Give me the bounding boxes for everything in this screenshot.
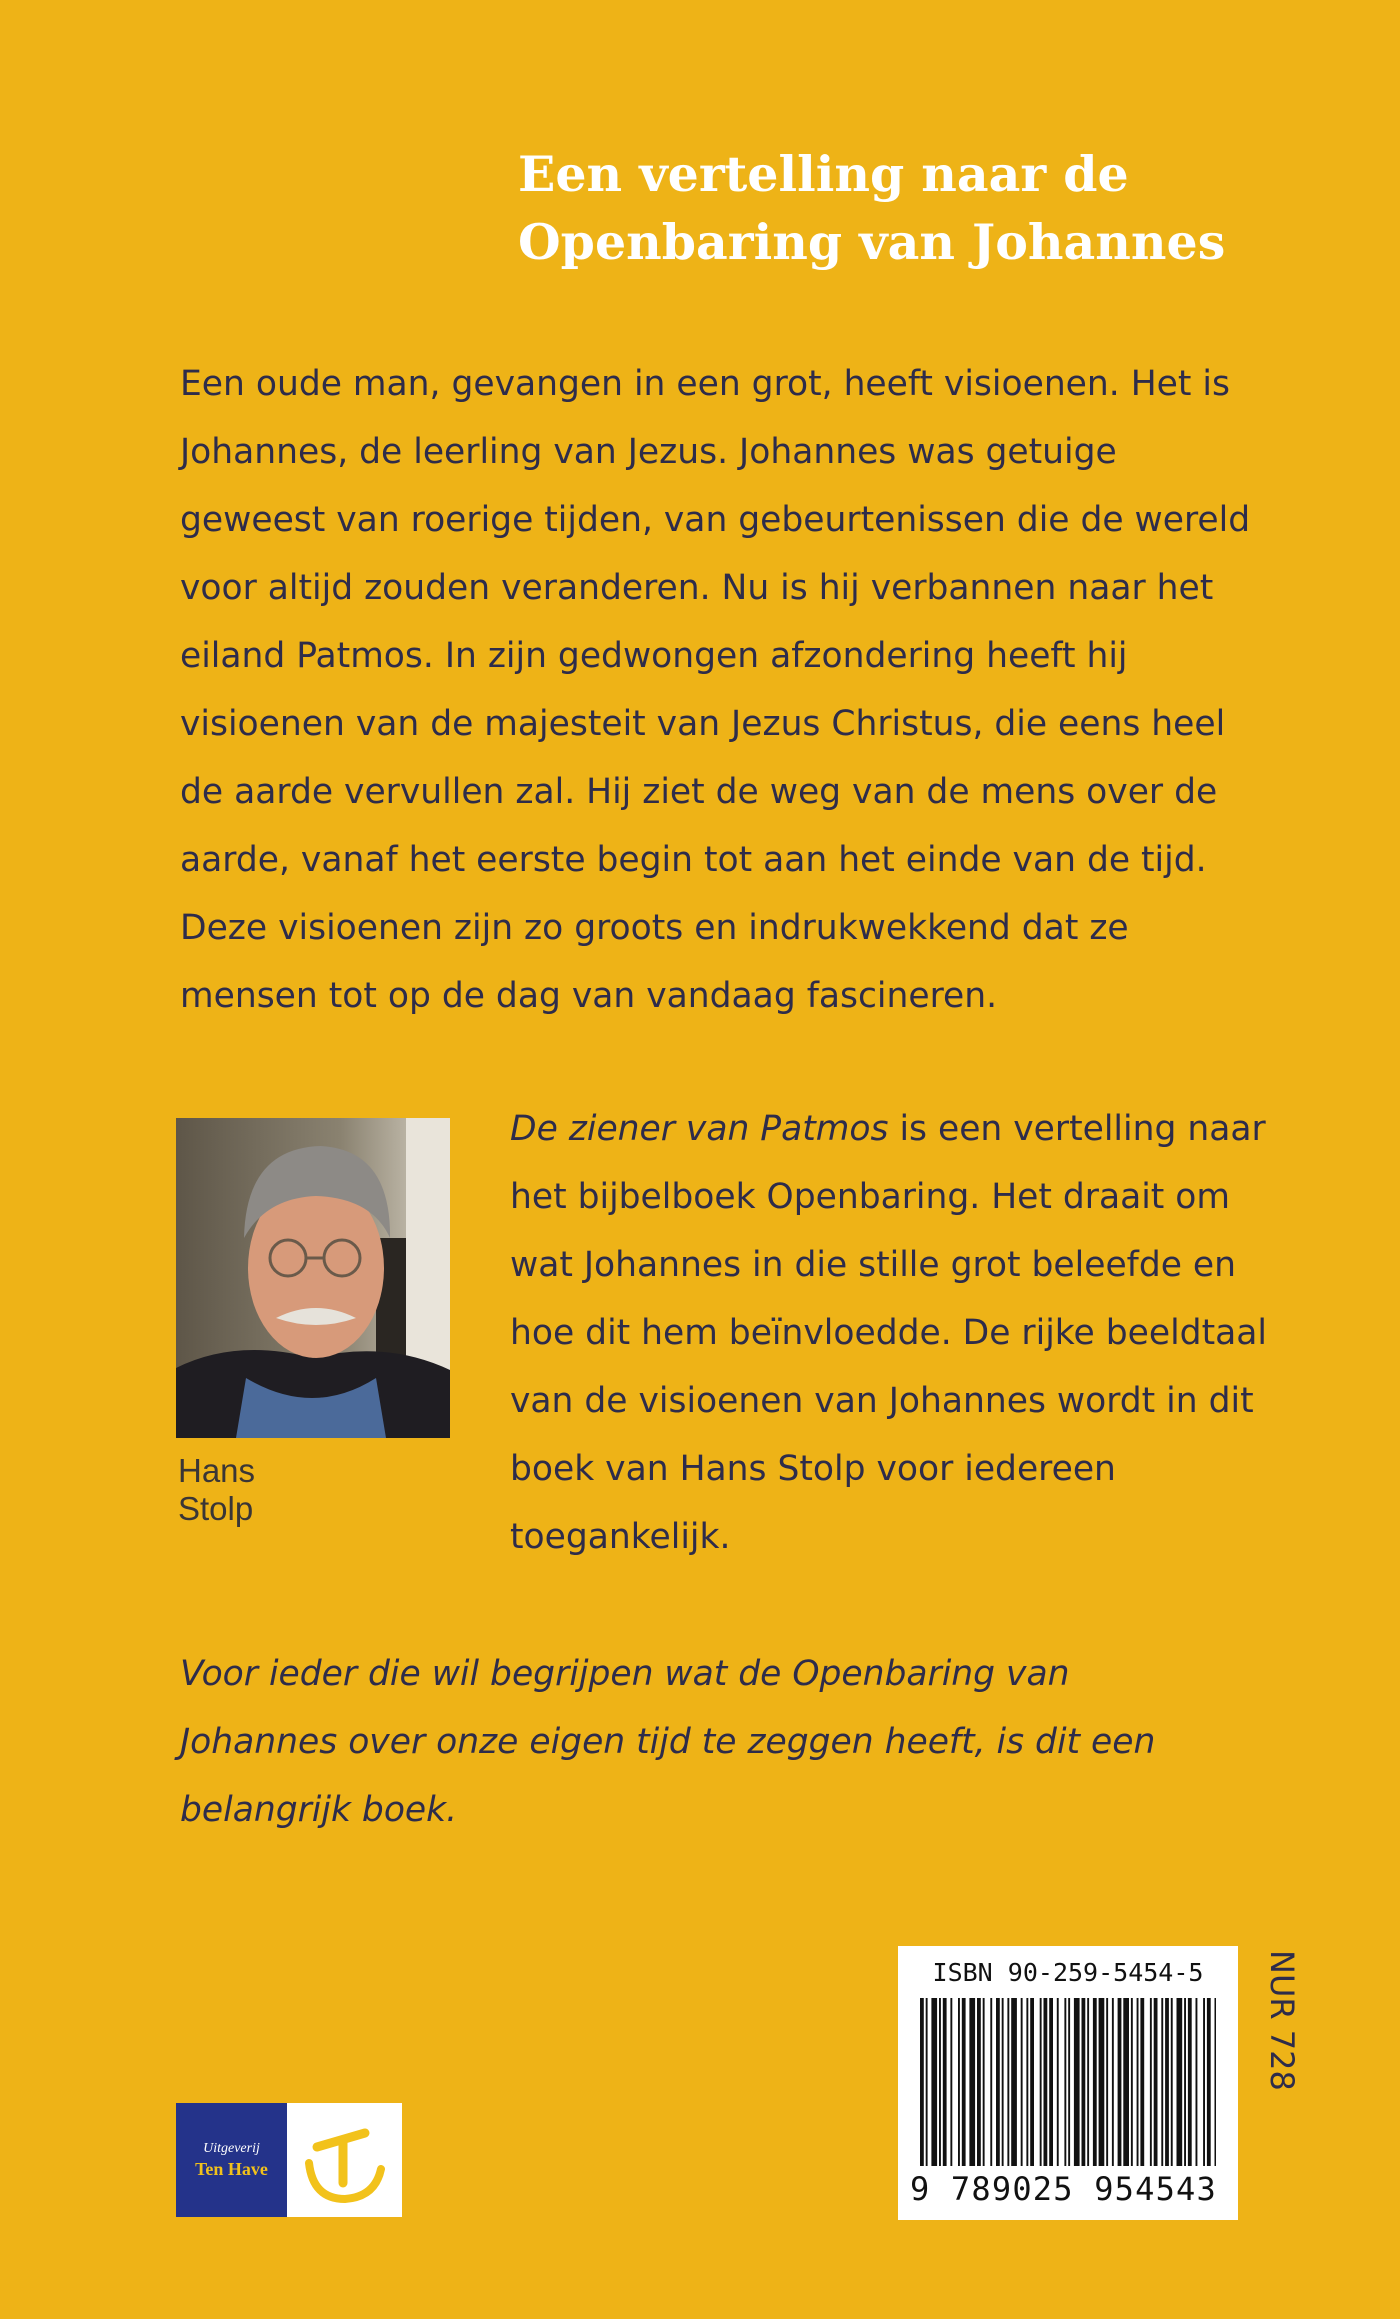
cover-title	[518, 140, 1338, 276]
book-title: De ziener van Patmos	[510, 1109, 889, 1149]
publisher-name: Ten Have	[195, 2159, 268, 2179]
nur-code	[1255, 1950, 1305, 2110]
title-line-1: Een vertelling naar de	[518, 145, 1129, 203]
closing-paragraph: Voor ieder die wil begrijpen wat de Openbaring van Johannes over onze eigen tijd te zeggen heeft, is dit een belangrijk boek.	[180, 1654, 1156, 1830]
logo-white-panel	[287, 2103, 402, 2217]
ean-digits: 9 789025 954543	[910, 2170, 1217, 2208]
description-text: is een vertelling naar het bijbelboek Openbaring. Het draait om wat Johannes in die stille grot beleefde en hoe dit hem beïnvloedde. De rijke beeldtaal van de visioenen van Johannes wordt in dit boek van Hans Stolp voor iedereen toegankelijk.	[510, 1109, 1267, 1557]
author-caption	[178, 1452, 378, 1528]
author-first-name: Hans	[178, 1452, 256, 1489]
nur-text: NUR 728	[1263, 1950, 1301, 2091]
author-last-name: Stolp	[178, 1490, 254, 1527]
publisher-prefix: Uitgeverij	[203, 2141, 260, 2156]
publisher-logo	[176, 2103, 402, 2217]
intro-paragraph: Een oude man, gevangen in een grot, heeft visioenen. Het is Johannes, de leerling van Jezus. Johannes was getuige geweest van roerige tijden, van gebeurtenissen die de wereld voor altijd zouden veranderen. Nu is hij verbannen naar het eiland Patmos. In zijn gedwongen afzondering heeft hij visioenen van de majesteit van Jezus Christus, die eens heel de aarde vervullen zal. Hij ziet de weg van de mens over de aarde, vanaf het eerste begin tot aan het einde van de tijd. Deze visioenen zijn zo groots en indrukwekkend dat ze mensen tot op de dag van vandaag fascineren.	[180, 364, 1251, 1016]
author-photo	[176, 1118, 450, 1438]
barcode-box	[898, 1946, 1238, 2220]
title-line-2: Openbaring van Johannes	[518, 213, 1226, 271]
barcode-bars	[920, 1998, 1216, 2166]
logo-blue-panel	[176, 2103, 287, 2217]
isbn-label: ISBN 90-259-5454-5	[932, 1958, 1204, 1987]
description-paragraph	[510, 1095, 1270, 1571]
ten-have-mark-icon	[287, 2103, 402, 2217]
